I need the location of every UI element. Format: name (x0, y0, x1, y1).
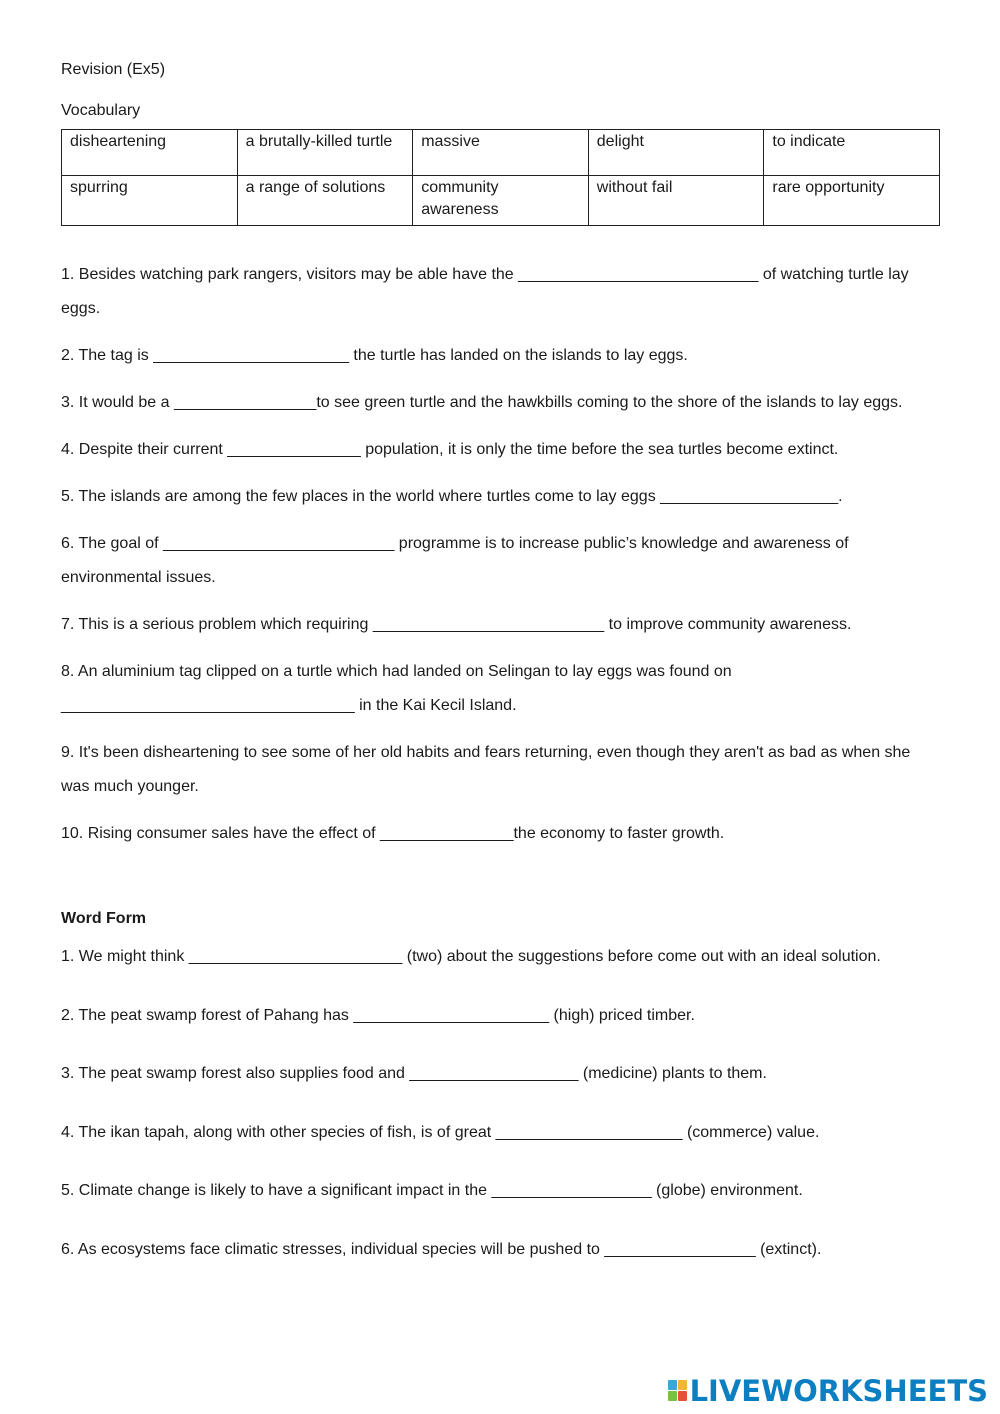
vocab-question-7: 7. This is a serious problem which requiring __________________________ to improve community awareness. (61, 616, 852, 633)
vocab-question-1: 1. Besides watching park rangers, visitors may be able have the ___________________________ of watching turtle lay eggs. (61, 266, 909, 317)
table-cell: without fail (588, 176, 764, 226)
word-form-question-1: 1. We might think ________________________ (two) about the suggestions before come out with an ideal solution. (61, 948, 881, 965)
table-cell: to indicate (764, 130, 940, 176)
word-form-question-2: 2. The peat swamp forest of Pahang has ______________________ (high) priced timber. (61, 1006, 695, 1024)
table-cell: a brutally-killed turtle (237, 130, 413, 176)
logo-text: LIVEWORKSHEETS (689, 1374, 988, 1408)
vocab-question-4: 4. Despite their current _______________ population, it is only the time before the sea turtles become extinct. (61, 441, 839, 458)
vocab-question-9: 9. It's been disheartening to see some of her old habits and fears returning, even though they aren't as bad as when she was much younger. (61, 744, 911, 795)
word-form-heading: Word Form (61, 910, 147, 927)
vocab-question-10: 10. Rising consumer sales have the effect of _______________the economy to faster growth. (61, 825, 725, 842)
vocab-question-8: 8. An aluminium tag clipped on a turtle which had landed on Selingan to lay eggs was found on _________________________________ in the Kai Kecil Island. (61, 663, 732, 714)
table-row (62, 176, 940, 226)
table-cell: spurring (62, 176, 238, 226)
table-cell: rare opportunity (764, 176, 940, 226)
logo-mark-icon (668, 1380, 688, 1402)
worksheet-page (61, 60, 941, 1296)
vocab-question-5: 5. The islands are among the few places in the world where turtles come to lay eggs ____________________. (61, 488, 843, 505)
worksheet-title: Revision (Ex5) (61, 61, 166, 78)
table-row (62, 130, 940, 176)
table-cell: disheartening (62, 130, 238, 176)
word-form-question-6: 6. As ecosystems face climatic stresses, individual species will be pushed to _________________ (extinct). (61, 1240, 822, 1258)
table-cell: massive (413, 130, 589, 176)
vocabulary-heading: Vocabulary (61, 102, 141, 119)
table-cell: community awareness (413, 176, 589, 226)
vocabulary-table (61, 129, 940, 226)
vocab-question-6: 6. The goal of __________________________ programme is to increase public’s knowledge and awareness of environmental issues. (61, 535, 849, 586)
vocab-question-2: 2. The tag is ______________________ the turtle has landed on the islands to lay eggs. (61, 347, 688, 364)
vocab-question-3: 3. It would be a ________________to see green turtle and the hawkbills coming to the shore of the islands to lay eggs. (61, 394, 903, 411)
table-cell: delight (588, 130, 764, 176)
word-form-question-5: 5. Climate change is likely to have a significant impact in the __________________ (globe) environment. (61, 1182, 803, 1199)
liveworksheets-logo (668, 1374, 988, 1408)
word-form-question-3: 3. The peat swamp forest also supplies food and ___________________ (medicine) plants to them. (61, 1065, 767, 1082)
table-cell: a range of solutions (237, 176, 413, 226)
word-form-question-4: 4. The ikan tapah, along with other species of fish, is of great _____________________ (commerce) value. (61, 1123, 820, 1141)
